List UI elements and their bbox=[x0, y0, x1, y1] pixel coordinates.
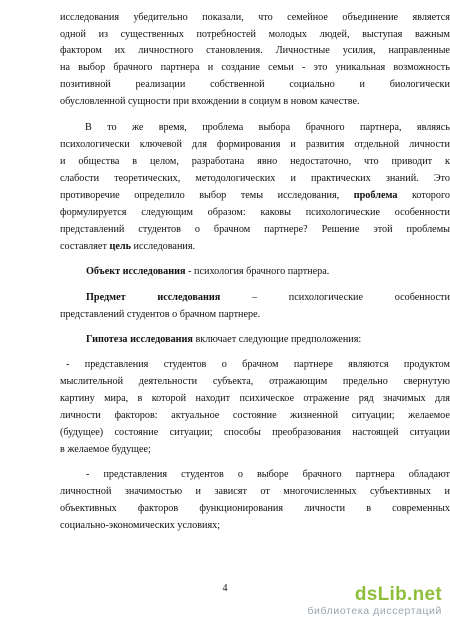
text-line: слабости теоретических, методологических и практических знаний. Это bbox=[60, 173, 450, 184]
text-line: В то же время, проблема выбора брачного партнера, являясь bbox=[85, 122, 450, 133]
text-line: Гипотеза исследования включает следующие предположения: bbox=[86, 334, 362, 345]
text-line: в желаемое будущее; bbox=[60, 444, 151, 455]
text-line: (будущее) состояние ситуации; способы преобразования настоящей ситуации bbox=[60, 427, 450, 438]
text-line: социально-экономических условиях; bbox=[60, 520, 221, 531]
watermark-logo: dsLib.net bbox=[354, 584, 442, 605]
text-line: и общества в целом, разработана явно недостаточно, что приводит к bbox=[60, 156, 450, 167]
text-line: позитивной реализации собственной социально и биологически bbox=[60, 79, 450, 90]
text-line: на выбор брачного партнера и создание семьи - это уникальная возможность bbox=[60, 62, 450, 73]
page-number: 4 bbox=[222, 583, 228, 594]
text-line: личности факторов: актуальное состояние жизненной ситуации; желаемое bbox=[60, 410, 450, 421]
text-line: картину мира, в которой находит психическое отражение ряд значимых для bbox=[60, 393, 450, 404]
text-line: Объект исследования - психология брачного партнера. bbox=[86, 266, 330, 277]
text-line: составляет цель исследования. bbox=[60, 241, 196, 252]
text-line: психологически ключевой для формирования и развития отдельной личности bbox=[60, 139, 450, 150]
text-line: фактором их личностного становления. Личностные усилия, направленные bbox=[60, 45, 450, 56]
text-line: представлений студентов о брачном партнере? Решение этой проблемы bbox=[60, 224, 450, 235]
text-line: противоречие определило выбор темы исследования, проблема которого bbox=[60, 190, 450, 201]
text-line: Предмет исследования – психологические особенности bbox=[86, 292, 450, 303]
watermark bbox=[278, 584, 446, 618]
text-line: - представления студентов о брачном партнере являются продуктом bbox=[66, 359, 450, 370]
text-line: формулируется следующим образом: каковы психологические особенности bbox=[60, 207, 450, 218]
text-line: представлений студентов о брачном партнере. bbox=[60, 309, 261, 320]
text-line: мыслительной деятельности субъекта, отражающим предельно свернутую bbox=[60, 376, 450, 387]
text-line: - представления студентов о выборе брачного партнера обладают bbox=[86, 469, 450, 480]
text-line: личностной значимостью и зависят от многочисленных субъективных и bbox=[60, 486, 450, 497]
text-line: обусловленной сущности при вхождении в социум в новом качестве. bbox=[60, 96, 360, 107]
text-line: исследования убедительно показали, что семейное объединение является bbox=[60, 12, 450, 23]
text-line: объективных факторов функционирования личности в современных bbox=[60, 503, 450, 514]
watermark-subtitle: библиотека диссертаций bbox=[307, 605, 442, 617]
text-line: одной из существенных потребностей молодых людей, выступая важным bbox=[60, 29, 450, 40]
